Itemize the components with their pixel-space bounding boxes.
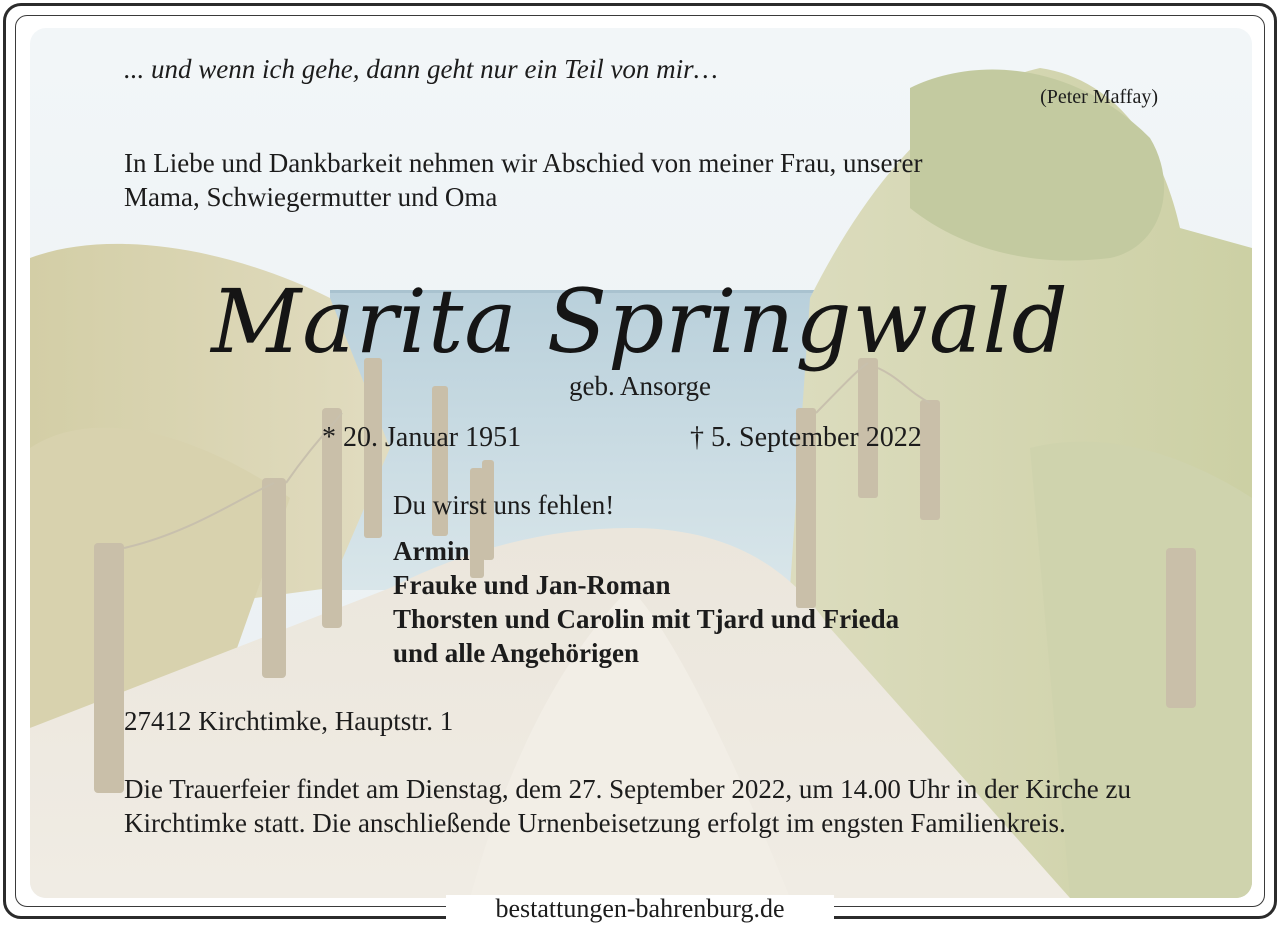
quote-author: (Peter Maffay) (1040, 86, 1158, 108)
farewell-text: Du wirst uns fehlen! (393, 490, 615, 520)
birth-date: * 20. Januar 1951 (322, 422, 522, 453)
address: 27412 Kirchtimke, Hauptstr. 1 (124, 706, 454, 736)
family-member: Armin (393, 536, 470, 566)
quote-text: ... und wenn ich gehe, dann geht nur ein Teil von mir… (124, 54, 718, 84)
family-member: Thorsten und Carolin mit Tjard und Frieda (393, 604, 900, 634)
service-info: Die Trauerfeier findet am Dienstag, dem 27. September 2022, um 14.00 Uhr in der Kirche zu Kirchtimke statt. Die anschließende Urnenbeisetzung erfolgt im engsten Familienkreis. (124, 774, 1131, 838)
family-member: und alle Angehörigen (393, 638, 640, 668)
intro-line: In Liebe und Dankbarkeit nehmen wir Abschied von meiner Frau, unserer (124, 148, 923, 178)
intro-line: Mama, Schwiegermutter und Oma (124, 182, 498, 212)
birth-name: geb. Ansorge (569, 371, 711, 401)
deceased-name: Marita Springwald (211, 270, 1069, 373)
intro-text (124, 146, 923, 214)
family-list (393, 534, 899, 670)
death-date: † 5. September 2022 (690, 422, 922, 453)
footer-link[interactable]: bestattungen-bahrenburg.de (495, 894, 785, 923)
family-member: Frauke und Jan-Roman (393, 570, 671, 600)
